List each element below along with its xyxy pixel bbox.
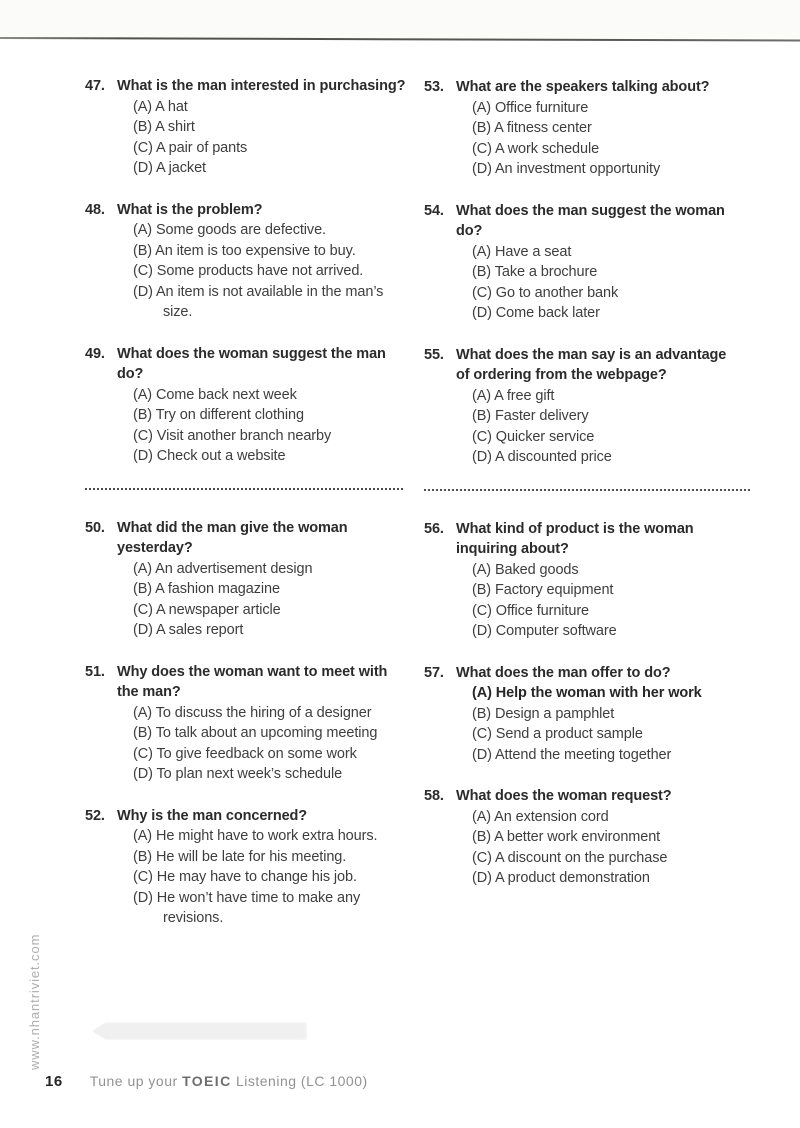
option-label: (D) xyxy=(133,448,153,464)
option-text: A shirt xyxy=(155,119,195,135)
answer-option xyxy=(133,620,403,641)
answer-options xyxy=(117,703,403,785)
question-block xyxy=(85,662,403,785)
option-first-line xyxy=(472,560,750,581)
question-text-line: What is the man interested in purchasing? xyxy=(117,78,406,94)
question-text xyxy=(456,345,750,386)
option-text: Come back next week xyxy=(155,386,297,403)
answer-option xyxy=(133,847,403,868)
option-first-line xyxy=(472,724,750,745)
option-text: Help the woman with her work xyxy=(495,685,702,701)
questions-column-right xyxy=(424,77,750,910)
answer-option xyxy=(472,868,750,889)
answer-option xyxy=(472,724,750,745)
answer-option xyxy=(472,139,750,160)
option-text: To give feedback on some work xyxy=(156,745,357,762)
option-first-line xyxy=(472,139,750,160)
option-text: Go to another bank xyxy=(495,284,619,301)
answer-options xyxy=(117,559,403,641)
option-text: Have a seat xyxy=(494,243,572,260)
questions-column-left xyxy=(85,76,406,950)
question-block xyxy=(424,663,750,766)
option-text: A discounted price xyxy=(494,449,612,465)
option-label: (D) xyxy=(472,623,492,639)
page-footer xyxy=(45,1073,368,1090)
option-text: A newspaper article xyxy=(155,601,281,618)
question-text-line: What does the man say is an advantage xyxy=(456,346,727,363)
dotted-divider xyxy=(85,488,403,490)
option-first-line xyxy=(472,159,750,180)
option-label: (B) xyxy=(133,119,153,135)
answer-option xyxy=(472,560,750,581)
option-label: (C) xyxy=(472,602,492,619)
option-text: A fashion magazine xyxy=(155,581,280,597)
option-text: Quicker service xyxy=(495,428,595,445)
option-first-line xyxy=(472,447,750,468)
option-first-line xyxy=(472,745,750,766)
option-first-line xyxy=(472,242,750,263)
option-text: Faster delivery xyxy=(494,408,589,424)
option-label: (C) xyxy=(472,726,492,742)
question-text-line: What does the man suggest the woman xyxy=(456,202,725,219)
option-first-line xyxy=(472,118,750,139)
question-text xyxy=(117,518,403,559)
option-first-line xyxy=(133,744,403,765)
question-text-line: What does the woman suggest the man xyxy=(117,345,386,362)
option-text: Baked goods xyxy=(494,561,579,578)
answer-options xyxy=(117,220,403,323)
question-text-line: What is the problem? xyxy=(117,201,263,218)
question-text xyxy=(456,77,750,98)
answer-options xyxy=(117,826,403,929)
answer-options xyxy=(456,386,750,468)
question-block xyxy=(85,806,403,929)
option-label: (D) xyxy=(472,870,492,886)
option-label: (C) xyxy=(472,849,492,866)
option-label: (B) xyxy=(133,242,153,259)
option-label: (B) xyxy=(472,120,492,136)
option-first-line xyxy=(133,261,403,282)
option-text: A discount on the purchase xyxy=(494,849,668,866)
option-text: A pair of pants xyxy=(155,139,248,156)
answer-option xyxy=(472,159,750,180)
question-text-line: yesterday? xyxy=(117,540,193,556)
option-first-line xyxy=(133,826,403,847)
option-first-line xyxy=(133,764,403,785)
option-text: An advertisement design xyxy=(155,560,313,577)
option-first-line xyxy=(133,600,403,621)
option-label: (C) xyxy=(133,427,153,444)
option-label: (C) xyxy=(472,428,492,445)
option-first-line xyxy=(133,847,403,868)
option-first-line xyxy=(472,621,750,642)
option-text: He won’t have time to make any xyxy=(156,889,361,906)
question-block xyxy=(85,200,403,323)
answer-option xyxy=(133,385,403,406)
option-text: A free gift xyxy=(494,387,555,404)
option-label: (A) xyxy=(472,561,492,578)
question-number: 47. xyxy=(85,78,105,94)
answer-option xyxy=(133,261,403,282)
option-label: (D) xyxy=(133,160,153,176)
answer-option xyxy=(472,262,750,283)
answer-option xyxy=(133,282,403,323)
option-label: (D) xyxy=(133,283,153,300)
answer-option xyxy=(472,447,750,468)
option-first-line xyxy=(133,446,403,467)
answer-option xyxy=(472,386,750,407)
answer-options xyxy=(456,242,750,324)
option-text: Some products have not arrived. xyxy=(156,263,364,279)
option-text: Factory equipment xyxy=(494,582,614,598)
option-first-line xyxy=(133,426,403,447)
book-title xyxy=(90,1073,368,1089)
question-number: 48. xyxy=(85,201,105,218)
option-first-line xyxy=(472,427,750,448)
option-text: Send a product sample xyxy=(495,726,643,742)
answer-option xyxy=(133,703,403,724)
option-text: To discuss the hiring of a designer xyxy=(155,704,372,721)
question-number: 52. xyxy=(85,807,105,824)
answer-options xyxy=(117,97,403,179)
option-text: A sales report xyxy=(155,622,244,638)
answer-option xyxy=(472,118,750,139)
option-label: (A) xyxy=(472,243,492,260)
option-text: He may have to change his job. xyxy=(156,869,357,885)
answer-option xyxy=(133,158,403,179)
question-number: 53. xyxy=(424,79,444,95)
option-text: Check out a website xyxy=(156,448,286,464)
option-first-line xyxy=(133,241,403,262)
answer-option xyxy=(472,827,750,848)
answer-options xyxy=(117,385,403,467)
question-number: 57. xyxy=(424,664,444,681)
option-text: A product demonstration xyxy=(494,870,650,886)
option-label: (A) xyxy=(472,685,492,701)
option-label: (A) xyxy=(133,828,153,844)
option-text-continuation: size. xyxy=(163,304,193,320)
question-block xyxy=(424,201,750,324)
question-text-line: What does the woman request? xyxy=(456,788,672,804)
option-first-line xyxy=(472,848,750,869)
bleed-through-ghost-banner xyxy=(92,1022,307,1040)
question-text xyxy=(117,76,406,97)
answer-option xyxy=(133,426,403,447)
answer-option xyxy=(133,579,403,600)
question-number: 55. xyxy=(424,346,444,363)
option-label: (D) xyxy=(472,746,492,763)
question-text xyxy=(117,806,403,827)
option-label: (D) xyxy=(472,305,492,321)
option-label: (D) xyxy=(472,449,492,465)
option-first-line xyxy=(472,827,750,848)
question-number: 56. xyxy=(424,520,444,537)
answer-option xyxy=(472,807,750,828)
answer-option xyxy=(472,406,750,427)
option-first-line xyxy=(472,580,750,601)
option-label: (A) xyxy=(133,222,153,238)
question-block xyxy=(424,786,750,889)
website-url-vertical: www.nhantriviet.com xyxy=(27,933,42,1070)
book-title-brand: TOEIC xyxy=(182,1073,232,1089)
option-first-line xyxy=(133,888,403,909)
option-label: (B) xyxy=(472,408,492,424)
option-text: He will be late for his meeting. xyxy=(155,848,347,865)
option-label: (D) xyxy=(133,889,153,906)
option-text: An investment opportunity xyxy=(494,161,661,177)
option-label: (B) xyxy=(472,705,492,722)
option-text: Attend the meeting together xyxy=(494,746,672,763)
option-label: (A) xyxy=(133,98,153,115)
answer-option xyxy=(133,600,403,621)
book-title-suffix: Listening (LC 1000) xyxy=(231,1073,368,1089)
page-number: 16 xyxy=(45,1073,63,1090)
option-label: (C) xyxy=(472,140,492,157)
option-text: Design a pamphlet xyxy=(494,705,615,722)
option-text: Computer software xyxy=(495,623,617,639)
answer-option xyxy=(133,888,403,929)
answer-option xyxy=(133,220,403,241)
option-first-line xyxy=(133,620,403,641)
option-label: (B) xyxy=(472,264,492,280)
option-text: An item is not available in the man’s xyxy=(155,283,384,300)
question-text-line: What does the man offer to do? xyxy=(456,664,671,681)
question-number: 49. xyxy=(85,345,105,362)
answer-option xyxy=(133,826,403,847)
question-text-line: What are the speakers talking about? xyxy=(456,79,710,95)
option-label: (D) xyxy=(472,161,492,177)
answer-option xyxy=(472,683,750,704)
option-text: An item is too expensive to buy. xyxy=(155,242,356,259)
option-label: (C) xyxy=(133,869,153,885)
answer-option xyxy=(133,764,403,785)
option-first-line xyxy=(133,220,403,241)
option-text: Take a brochure xyxy=(494,264,598,280)
option-label: (C) xyxy=(472,284,492,301)
answer-option xyxy=(472,704,750,725)
question-text-line: What kind of product is the woman xyxy=(456,520,694,537)
option-text: To plan next week’s schedule xyxy=(156,766,343,782)
question-text xyxy=(117,200,403,221)
option-text: Office furniture xyxy=(495,602,590,619)
option-text: Come back later xyxy=(495,305,600,321)
option-first-line xyxy=(133,703,403,724)
answer-option xyxy=(472,303,750,324)
answer-option xyxy=(472,242,750,263)
option-first-line xyxy=(472,601,750,622)
question-number: 58. xyxy=(424,788,444,804)
answer-option xyxy=(133,405,403,426)
question-text xyxy=(117,662,403,703)
option-first-line xyxy=(133,97,403,118)
option-label: (B) xyxy=(472,829,492,845)
answer-option xyxy=(133,559,403,580)
question-text xyxy=(456,201,750,242)
option-label: (D) xyxy=(133,766,153,782)
question-block xyxy=(424,77,750,180)
answer-option xyxy=(472,601,750,622)
answer-option xyxy=(472,427,750,448)
question-text-line: Why is the man concerned? xyxy=(117,807,308,824)
answer-option xyxy=(133,241,403,262)
option-text: Visit another branch nearby xyxy=(156,427,332,444)
question-text-line: Why does the woman want to meet with xyxy=(117,663,388,680)
answer-options xyxy=(456,98,750,180)
option-first-line xyxy=(472,283,750,304)
question-text-line: What did the man give the woman xyxy=(117,519,348,536)
question-block xyxy=(85,76,406,179)
answer-option xyxy=(133,446,403,467)
answer-option xyxy=(472,745,750,766)
question-text xyxy=(456,519,750,560)
option-text: Try on different clothing xyxy=(155,407,304,423)
option-first-line xyxy=(133,579,403,600)
option-label: (B) xyxy=(133,407,153,423)
answer-option xyxy=(472,283,750,304)
question-text-line: the man? xyxy=(117,684,181,700)
option-text-continuation: revisions. xyxy=(163,910,224,926)
option-text: Office furniture xyxy=(494,99,589,116)
option-label: (A) xyxy=(133,560,153,577)
answer-option xyxy=(133,723,403,744)
option-text: An extension cord xyxy=(494,808,609,825)
option-first-line xyxy=(133,138,403,159)
question-text-line: inquiring about? xyxy=(456,541,569,557)
option-text: A better work environment xyxy=(494,829,661,845)
option-label: (C) xyxy=(133,139,153,156)
answer-option xyxy=(133,97,403,118)
question-block xyxy=(424,345,750,468)
option-text: He might have to work extra hours. xyxy=(155,828,378,844)
option-text: Some goods are defective. xyxy=(155,222,326,238)
book-title-prefix: Tune up your xyxy=(89,1073,183,1089)
answer-option xyxy=(133,117,403,138)
option-label: (A) xyxy=(133,386,153,403)
question-block xyxy=(85,518,403,641)
option-first-line xyxy=(472,262,750,283)
question-text xyxy=(456,663,750,684)
answer-options xyxy=(456,560,750,642)
option-label: (A) xyxy=(472,808,492,825)
option-label: (B) xyxy=(133,581,153,597)
answer-option xyxy=(133,867,403,888)
answer-options xyxy=(456,807,750,889)
question-block xyxy=(424,519,750,642)
question-block xyxy=(85,344,403,467)
option-label: (A) xyxy=(472,99,492,116)
answer-option xyxy=(472,580,750,601)
option-first-line xyxy=(133,559,403,580)
option-text: To talk about an upcoming meeting xyxy=(155,725,378,741)
option-label: (C) xyxy=(133,263,153,279)
option-text: A hat xyxy=(155,98,188,115)
option-text: A jacket xyxy=(155,160,206,176)
option-text: A work schedule xyxy=(494,140,600,157)
answer-option xyxy=(133,744,403,765)
dotted-divider xyxy=(424,489,750,491)
option-first-line xyxy=(472,807,750,828)
answer-option xyxy=(133,138,403,159)
option-label: (A) xyxy=(133,704,153,721)
option-text: A fitness center xyxy=(494,120,592,136)
option-first-line xyxy=(133,282,403,303)
option-label: (B) xyxy=(133,725,153,741)
option-label: (B) xyxy=(133,848,153,865)
question-text xyxy=(117,344,403,385)
option-first-line xyxy=(133,385,403,406)
question-text-line: do? xyxy=(456,223,483,239)
question-text-line: of ordering from the webpage? xyxy=(456,367,667,383)
question-number: 51. xyxy=(85,663,105,680)
option-label: (C) xyxy=(133,601,153,618)
option-first-line xyxy=(133,405,403,426)
option-first-line xyxy=(472,303,750,324)
option-first-line xyxy=(133,723,403,744)
question-text xyxy=(456,786,750,807)
option-first-line xyxy=(472,406,750,427)
option-first-line xyxy=(472,98,750,119)
question-text-line: do? xyxy=(117,366,144,382)
option-first-line xyxy=(472,386,750,407)
question-number: 54. xyxy=(424,202,444,219)
option-label: (D) xyxy=(133,622,153,638)
option-label: (B) xyxy=(472,582,492,598)
scan-top-strip xyxy=(0,0,800,38)
option-first-line xyxy=(133,867,403,888)
option-first-line xyxy=(133,117,403,138)
option-first-line xyxy=(472,683,750,704)
option-first-line xyxy=(133,158,403,179)
option-first-line xyxy=(472,868,750,889)
question-number: 50. xyxy=(85,519,105,536)
option-label: (A) xyxy=(472,387,492,404)
answer-options xyxy=(456,683,750,765)
answer-option xyxy=(472,98,750,119)
option-first-line xyxy=(472,704,750,725)
answer-option xyxy=(472,848,750,869)
answer-option xyxy=(472,621,750,642)
option-label: (C) xyxy=(133,745,153,762)
